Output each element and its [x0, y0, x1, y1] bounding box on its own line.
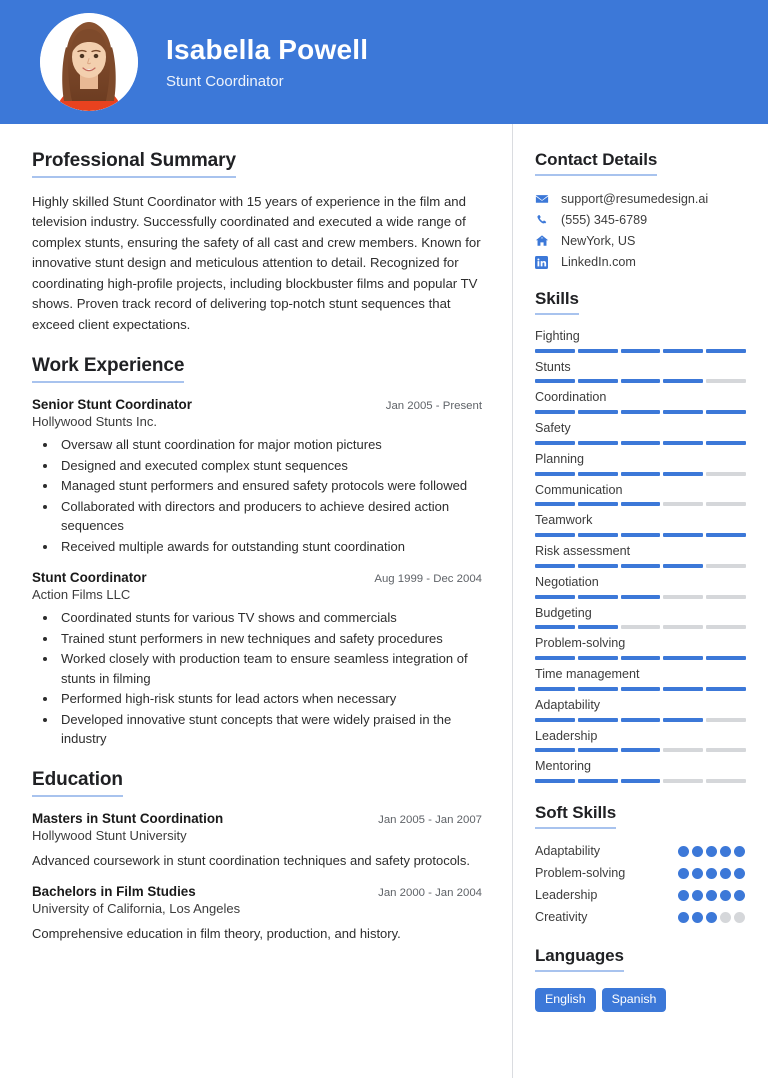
main-column: [0, 124, 513, 1078]
skill-level-segment: [621, 779, 661, 783]
list-item: • Coordinated stunts for various TV shows and commercials: [58, 608, 482, 628]
skill-level-segment: [621, 718, 661, 722]
skill-level-segment: [535, 533, 575, 537]
skill-level-segment: [535, 779, 575, 783]
avatar: [40, 13, 138, 111]
section-title-professional-summary: Professional Summary: [32, 150, 236, 178]
rating-dot: [720, 846, 731, 857]
skill-level-segment: [706, 779, 746, 783]
soft-skills-list: [535, 843, 746, 926]
resume-header: [0, 0, 768, 124]
list-item: • Performed high-risk stunts for lead actors when necessary: [58, 689, 482, 709]
soft-skill-label: Creativity: [535, 910, 588, 925]
education-entry: [32, 884, 482, 944]
skill-level-segment: [621, 379, 661, 383]
skill-level-segment: [663, 379, 703, 383]
rating-dot: [734, 890, 745, 901]
skills-list: [535, 329, 746, 783]
skill-level-segment: [535, 595, 575, 599]
skill-label: Planning: [535, 451, 585, 466]
education-date: Jan 2005 - Jan 2007: [378, 813, 482, 826]
skill-level-segment: [663, 656, 703, 660]
skill-item: [535, 421, 746, 445]
skill-level-segment: [706, 564, 746, 568]
skill-level-segment: [706, 472, 746, 476]
skill-level-segment: [663, 472, 703, 476]
skill-level-bar: [535, 625, 746, 629]
skill-label: Time management: [535, 667, 640, 682]
skill-level-segment: [578, 564, 618, 568]
skill-level-segment: [663, 502, 703, 506]
rating-dot: [720, 890, 731, 901]
skill-level-segment: [578, 718, 618, 722]
skill-level-bar: [535, 656, 746, 660]
education-entry-header: [32, 884, 482, 899]
list-item: • Trained stunt performers in new techniques and safety procedures: [58, 629, 482, 649]
experience-entry-header: [32, 397, 482, 412]
skill-level-segment: [621, 625, 661, 629]
skill-level-segment: [535, 687, 575, 691]
section-title-soft-skills: Soft Skills: [535, 803, 616, 829]
skill-label: Mentoring: [535, 759, 592, 774]
skill-level-segment: [706, 687, 746, 691]
education-description: Comprehensive education in film theory, production, and history.: [32, 926, 401, 942]
skill-level-segment: [663, 564, 703, 568]
education-school: Hollywood Stunt University: [32, 827, 187, 843]
rating-dot: [720, 868, 731, 879]
rating-dot: [706, 846, 717, 857]
skill-level-segment: [706, 595, 746, 599]
contact-location-value: NewYork, US: [561, 234, 636, 248]
candidate-job-title: Stunt Coordinator: [166, 73, 284, 91]
experience-date: Aug 1999 - Dec 2004: [374, 573, 482, 586]
skill-level-segment: [706, 379, 746, 383]
skill-item: [535, 636, 746, 660]
skill-label: Problem-solving: [535, 636, 626, 651]
rating-dot: [692, 868, 703, 879]
skill-level-segment: [535, 748, 575, 752]
rating-dot: [720, 912, 731, 923]
skill-level-bar: [535, 441, 746, 445]
skill-level-segment: [535, 718, 575, 722]
skill-level-segment: [578, 349, 618, 353]
section-education: [32, 769, 482, 944]
skill-level-bar: [535, 533, 746, 537]
skill-level-segment: [535, 441, 575, 445]
skill-level-segment: [621, 472, 661, 476]
soft-skill-rating: [678, 843, 746, 857]
skill-level-segment: [663, 687, 703, 691]
rating-dot: [678, 890, 689, 901]
rating-dot: [734, 912, 745, 923]
skill-level-segment: [578, 656, 618, 660]
experience-entry: [32, 570, 482, 749]
skill-label: Adaptability: [535, 697, 601, 712]
section-contact-details: [535, 150, 746, 269]
section-soft-skills: [535, 803, 746, 926]
contact-phone-value: (555) 345-6789: [561, 213, 648, 227]
skill-level-segment: [706, 410, 746, 414]
skill-level-segment: [578, 533, 618, 537]
skill-level-segment: [706, 502, 746, 506]
header-text-block: [166, 34, 368, 90]
soft-skill-rating: [678, 887, 746, 901]
skill-level-segment: [706, 748, 746, 752]
rating-dot: [706, 868, 717, 879]
rating-dot: [692, 890, 703, 901]
soft-skill-item: [535, 865, 746, 882]
list-item: • Worked closely with production team to ensure seamless integration of stunts in filming: [58, 649, 482, 688]
skill-level-segment: [535, 410, 575, 414]
skill-level-segment: [578, 779, 618, 783]
contact-item-linkedin[interactable]: [535, 255, 746, 269]
candidate-name: Isabella Powell: [166, 33, 369, 65]
skill-label: Communication: [535, 482, 623, 497]
list-item: • Oversaw all stunt coordination for major motion pictures: [58, 435, 482, 455]
experience-entry-header: [32, 570, 482, 585]
education-description: Advanced coursework in stunt coordination techniques and safety protocols.: [32, 852, 470, 868]
contact-email-value: support@resumedesign.ai: [561, 192, 709, 206]
skill-item: [535, 360, 746, 384]
education-entry: [32, 811, 482, 871]
rating-dot: [692, 846, 703, 857]
experience-company: Hollywood Stunts Inc.: [32, 414, 158, 430]
skill-item: [535, 452, 746, 476]
skill-level-segment: [706, 718, 746, 722]
section-title-skills: Skills: [535, 289, 579, 315]
contact-item-location[interactable]: [535, 234, 746, 248]
soft-skill-item: [535, 887, 746, 904]
soft-skill-rating: [678, 865, 746, 879]
rating-dot: [678, 846, 689, 857]
rating-dot: [734, 846, 745, 857]
sidebar-column: [513, 124, 768, 1078]
skill-level-bar: [535, 472, 746, 476]
skill-item: [535, 390, 746, 414]
skill-label: Fighting: [535, 329, 580, 343]
experience-role: Stunt Coordinator: [32, 570, 147, 586]
education-entry-header: [32, 811, 482, 826]
skill-level-segment: [578, 502, 618, 506]
skill-level-segment: [578, 379, 618, 383]
contact-list: [535, 192, 746, 269]
education-school: University of California, Los Angeles: [32, 901, 241, 917]
skill-level-segment: [706, 349, 746, 353]
section-skills: [535, 289, 746, 783]
skill-item: [535, 483, 746, 507]
skill-level-bar: [535, 410, 746, 414]
rating-dot: [706, 912, 717, 923]
skill-label: Risk assessment: [535, 544, 631, 559]
skill-label: Safety: [535, 421, 571, 436]
education-degree: Bachelors in Film Studies: [32, 884, 196, 900]
skill-level-segment: [621, 748, 661, 752]
skill-level-segment: [663, 595, 703, 599]
skill-level-segment: [621, 564, 661, 568]
skill-label: Negotiation: [535, 574, 599, 589]
skill-level-segment: [706, 533, 746, 537]
education-degree: Masters in Stunt Coordination: [32, 810, 224, 826]
phone-icon: [535, 213, 555, 227]
section-title-education: Education: [32, 769, 123, 797]
skill-level-bar: [535, 718, 746, 722]
skill-level-segment: [621, 410, 661, 414]
skill-label: Leadership: [535, 728, 598, 743]
rating-dot: [734, 868, 745, 879]
education-date: Jan 2000 - Jan 2004: [378, 887, 482, 900]
skill-level-bar: [535, 564, 746, 568]
skill-item: [535, 759, 746, 783]
soft-skill-label: Adaptability: [535, 844, 601, 859]
experience-company: Action Films LLC: [32, 587, 131, 603]
list-item: • Collaborated with directors and producers to achieve desired action sequences: [58, 497, 482, 536]
section-title-languages: Languages: [535, 946, 624, 972]
list-item: • Managed stunt performers and ensured safety protocols were followed: [58, 476, 482, 496]
skill-level-segment: [535, 625, 575, 629]
rating-dot: [692, 912, 703, 923]
section-title-work-experience: Work Experience: [32, 355, 184, 383]
skill-level-segment: [578, 441, 618, 445]
skill-level-segment: [663, 748, 703, 752]
skill-level-bar: [535, 379, 746, 383]
skill-level-bar: [535, 595, 746, 599]
skill-level-segment: [621, 656, 661, 660]
skill-item: [535, 729, 746, 753]
experience-date: Jan 2005 - Present: [385, 400, 482, 413]
skill-level-segment: [578, 595, 618, 599]
skill-level-segment: [621, 533, 661, 537]
rating-dot: [678, 912, 689, 923]
skill-level-segment: [663, 625, 703, 629]
skill-item: [535, 698, 746, 722]
soft-skill-label: Problem-solving: [535, 866, 626, 881]
skill-label: Budgeting: [535, 605, 592, 620]
contact-linkedin-value: LinkedIn.com: [561, 255, 636, 269]
soft-skill-item: [535, 843, 746, 860]
skill-level-segment: [621, 349, 661, 353]
experience-role: Senior Stunt Coordinator: [32, 397, 192, 413]
skill-level-segment: [621, 687, 661, 691]
skill-label: Coordination: [535, 390, 607, 405]
skill-level-segment: [535, 564, 575, 568]
section-languages: [535, 946, 746, 1012]
skill-level-segment: [535, 472, 575, 476]
skill-level-segment: [535, 502, 575, 506]
skill-level-bar: [535, 502, 746, 506]
skill-item: [535, 513, 746, 537]
skill-level-segment: [578, 748, 618, 752]
skill-level-segment: [706, 656, 746, 660]
skill-level-bar: [535, 779, 746, 783]
skill-level-bar: [535, 748, 746, 752]
skill-level-segment: [578, 472, 618, 476]
skill-item: [535, 606, 746, 630]
language-chip[interactable]: English: [535, 988, 596, 1012]
skill-item: [535, 575, 746, 599]
skill-level-segment: [535, 656, 575, 660]
soft-skill-item: [535, 909, 746, 926]
skill-level-segment: [621, 502, 661, 506]
list-item: • Designed and executed complex stunt sequences: [58, 456, 482, 476]
list-item: • Received multiple awards for outstanding stunt coordination: [58, 537, 482, 557]
languages-list: [535, 988, 746, 1012]
skill-item: [535, 329, 746, 353]
skill-level-segment: [578, 687, 618, 691]
professional-summary-text: Highly skilled Stunt Coordinator with 15 years of experience in the film and television industry. Successfully coordinated and executed a wide range of complex stunts, ensuring the safety of all cast and crew members. Known for innovative stunt design and meticulous attention to detail. Recognized for coordinating high-profile projects, including blockbuster films and popular TV shows. Proven track record of delivering top-notch stunt sequences that exceed client expectations.: [32, 194, 481, 332]
experience-bullet-list: [32, 608, 482, 749]
skill-level-segment: [621, 595, 661, 599]
soft-skill-label: Leadership: [535, 888, 598, 903]
skill-level-segment: [663, 441, 703, 445]
skill-level-bar: [535, 349, 746, 353]
skill-item: [535, 544, 746, 568]
avatar-photo: [40, 13, 138, 111]
section-title-contact-details: Contact Details: [535, 150, 657, 176]
home-icon: [535, 234, 555, 248]
rating-dot: [706, 890, 717, 901]
language-chip[interactable]: Spanish: [602, 988, 667, 1012]
skill-label: Teamwork: [535, 513, 593, 528]
soft-skill-rating: [678, 909, 746, 923]
list-item: • Developed innovative stunt concepts that were widely praised in the industry: [58, 710, 482, 749]
rating-dot: [678, 868, 689, 879]
skill-item: [535, 667, 746, 691]
skill-level-segment: [663, 349, 703, 353]
resume-body: [0, 124, 768, 1078]
skill-level-segment: [578, 625, 618, 629]
skill-label: Stunts: [535, 359, 571, 374]
skill-level-segment: [621, 441, 661, 445]
skill-level-segment: [706, 441, 746, 445]
skill-level-segment: [535, 349, 575, 353]
section-professional-summary: [32, 150, 482, 335]
contact-item-phone[interactable]: [535, 213, 746, 227]
contact-item-email[interactable]: [535, 192, 746, 206]
linkedin-icon: [535, 256, 555, 269]
skill-level-segment: [663, 410, 703, 414]
skill-level-segment: [663, 533, 703, 537]
skill-level-segment: [578, 410, 618, 414]
skill-level-segment: [535, 379, 575, 383]
envelope-icon: [535, 192, 555, 206]
experience-entry: [32, 397, 482, 556]
experience-bullet-list: [32, 435, 482, 556]
skill-level-segment: [663, 779, 703, 783]
skill-level-segment: [706, 625, 746, 629]
section-work-experience: [32, 355, 482, 749]
skill-level-bar: [535, 687, 746, 691]
skill-level-segment: [663, 718, 703, 722]
